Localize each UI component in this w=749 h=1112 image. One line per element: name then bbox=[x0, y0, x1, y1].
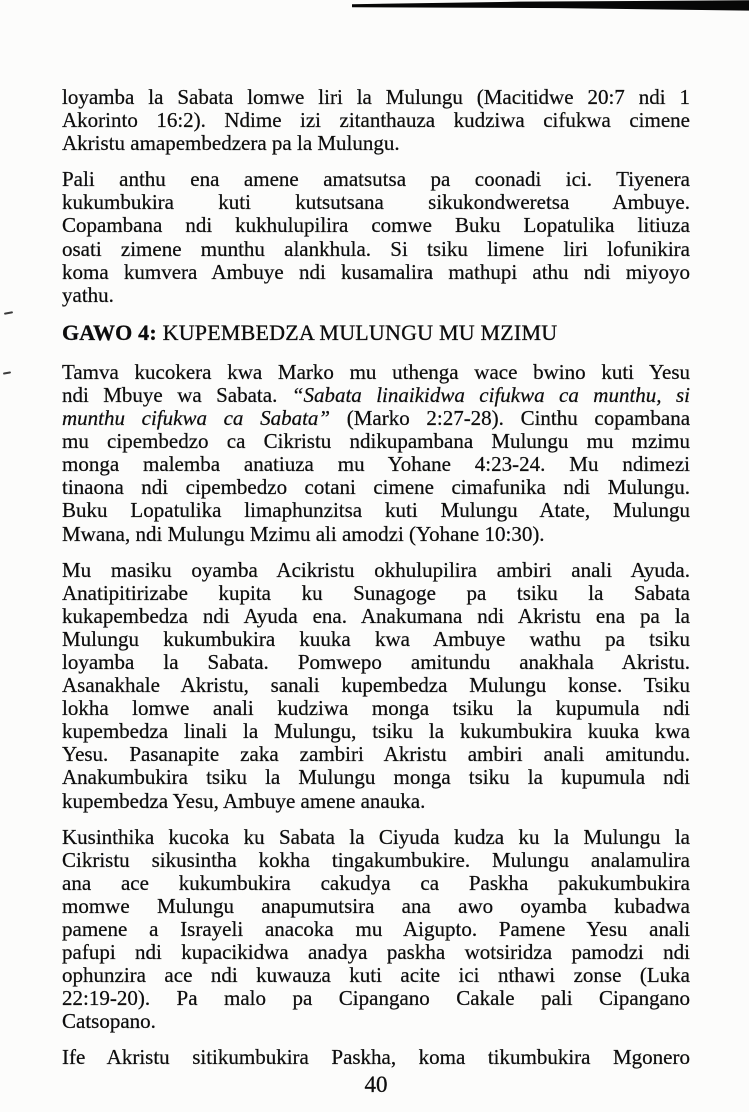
section-heading-label: GAWO 4: bbox=[62, 319, 157, 345]
text-segment: kupembedza Yesu, Ambuye amene anauka. bbox=[62, 788, 426, 813]
text-segment: loyamba la Sabata lomwe liri la Mulungu (Macitidwe 20:7 ndi 1 bbox=[62, 85, 690, 109]
text-line bbox=[62, 476, 690, 499]
text-line bbox=[62, 168, 690, 191]
text-line bbox=[62, 261, 690, 284]
text-segment: Yesu. Pasanapite zaka zambiri Akristu ambiri anali amitundu. bbox=[62, 742, 690, 767]
text-segment: Akristu amapembedzera pa la Mulungu. bbox=[62, 131, 400, 156]
text-segment: osati zimene munthu alankhula. Si tsiku limene liri lofunikira bbox=[62, 236, 690, 261]
text-segment: Anakumbukira tsiku la Mulungu monga tsiku la kupumula ndi bbox=[62, 765, 690, 790]
text-segment: Mulungu kukumbukira kuuka kwa Ambuye wathu pa tsiku bbox=[62, 626, 690, 651]
text-segment: Copambana ndi kukhulupilira comwe Buku Lopatulika litiuza bbox=[62, 213, 690, 238]
text-line bbox=[62, 941, 690, 964]
text-line bbox=[62, 214, 690, 237]
text-segment: kupembedza linali la Mulungu, tsiku la kukumbukira kuuka kwa bbox=[62, 719, 690, 744]
text-segment: Catsopano. bbox=[62, 1009, 156, 1034]
text-segment: Pali anthu ena amene amatsutsa pa coonadi ici. Tiyenera bbox=[62, 167, 690, 192]
text-line bbox=[62, 407, 690, 430]
paragraph bbox=[62, 1046, 690, 1069]
text-line bbox=[62, 651, 690, 674]
paragraph bbox=[62, 86, 690, 155]
text-segment: lokha lomwe anali kudziwa monga tsiku la kupumula ndi bbox=[62, 696, 690, 721]
paragraph bbox=[62, 361, 690, 546]
text-line bbox=[62, 720, 690, 743]
text-line bbox=[62, 743, 690, 766]
text-segment: momwe Mulungu anapumutsira ana awo oyamba kubadwa bbox=[62, 893, 690, 918]
text-line bbox=[62, 453, 690, 476]
text-segment: ndi Mbuye wa Sabata. bbox=[62, 382, 292, 407]
text-line bbox=[62, 523, 690, 546]
text-segment: Mwana, ndi Mulungu Mzimu ali amodzi (Yohane 10:30). bbox=[62, 521, 545, 546]
section-heading bbox=[62, 320, 690, 345]
text-segment: pamene a Israyeli anacoka mu Aigupto. Pamene Yesu anali bbox=[62, 917, 690, 941]
text-line bbox=[62, 238, 690, 261]
text-line bbox=[62, 430, 690, 453]
scripture-quote-segment: munthu cifukwa ca Sabata” bbox=[62, 406, 331, 431]
text-line bbox=[62, 987, 690, 1010]
text-line bbox=[62, 697, 690, 720]
text-line bbox=[62, 674, 690, 697]
text-line bbox=[62, 361, 690, 384]
text-line bbox=[62, 86, 690, 109]
text-block bbox=[62, 86, 690, 1083]
text-line bbox=[62, 628, 690, 651]
text-line bbox=[62, 559, 690, 582]
text-segment: Asanakhale Akristu, sanali kupembedza Mulungu konse. Tsiku bbox=[62, 673, 690, 698]
text-line bbox=[62, 284, 690, 307]
text-line bbox=[62, 582, 690, 605]
text-segment: loyamba la Sabata. Pomwepo amitundu anakhala Akristu. bbox=[62, 649, 690, 674]
text-line bbox=[62, 384, 690, 407]
scan-edge-artifact bbox=[352, 0, 749, 14]
text-line bbox=[62, 109, 690, 132]
text-segment: Anatipitirizabe kupita ku Sunagoge pa tsiku la Sabata bbox=[62, 580, 690, 605]
text-segment: Akorinto 16:2). Ndime izi zitanthauza kudziwa cifukwa cimene bbox=[62, 108, 690, 133]
text-segment: (Marko 2:27-28). Cinthu copambana bbox=[330, 406, 691, 431]
text-segment: kukapembedza ndi Ayuda ena. Anakumana ndi Akristu ena pa la bbox=[62, 603, 690, 628]
paragraph bbox=[62, 826, 690, 1034]
margin-mark bbox=[3, 371, 11, 374]
text-segment: Kusinthika kucoka ku Sabata la Ciyuda kudza ku la Mulungu la bbox=[62, 824, 690, 849]
text-line bbox=[62, 790, 690, 813]
text-segment: tinaona ndi cipembedzo cotani cimene cimafunika ndi Mulungu. bbox=[62, 475, 690, 500]
text-segment: kukumbukira kuti kutsutsana sikukondweretsa Ambuye. bbox=[62, 190, 690, 215]
text-line bbox=[62, 1046, 690, 1069]
text-segment: ana ace kukumbukira cakudya ca Paskha pakukumbukira bbox=[62, 870, 690, 895]
text-segment: monga malemba anatiuza mu Yohane 4:23-24. Mu ndimezi bbox=[62, 452, 690, 477]
paragraph bbox=[62, 168, 690, 307]
text-segment: mu cipembedzo ca Cikristu ndikupambana Mulungu mu mzimu bbox=[62, 429, 690, 454]
text-line bbox=[62, 895, 690, 918]
margin-mark bbox=[4, 311, 13, 315]
text-segment: Ife Akristu sitikumbukira Paskha, koma tikumbukira Mgonero bbox=[62, 1045, 690, 1070]
text-line bbox=[62, 849, 690, 872]
text-segment: yathu. bbox=[62, 282, 114, 307]
text-line bbox=[62, 605, 690, 628]
scripture-quote-segment: “Sabata linaikidwa cifukwa ca munthu, si bbox=[291, 382, 690, 407]
text-line bbox=[62, 918, 690, 941]
text-segment: 22:19-20). Pa malo pa Cipangano Cakale pali Cipangano bbox=[62, 986, 690, 1011]
text-segment: ophunzira ace ndi kuwauza kuti acite ici nthawi zonse (Luka bbox=[62, 963, 690, 988]
text-segment: Cikristu sikusintha kokha tingakumbukire. Mulungu analamulira bbox=[62, 847, 690, 872]
page-number: 40 bbox=[364, 1072, 388, 1097]
text-segment: koma kumvera Ambuye ndi kusamalira mathupi athu ndi miyoyo bbox=[62, 259, 690, 284]
text-segment: Buku Lopatulika limaphunzitsa kuti Mulungu Atate, Mulungu bbox=[62, 498, 690, 523]
text-line bbox=[62, 499, 690, 522]
section-heading-title: KUPEMBEDZA MULUNGU MU MZIMU bbox=[156, 319, 558, 345]
text-line bbox=[62, 766, 690, 789]
text-segment: pafupi ndi kupacikidwa anadya paskha wotsiridza pamodzi ndi bbox=[62, 940, 690, 965]
paragraph bbox=[62, 559, 690, 813]
text-line bbox=[62, 132, 690, 155]
text-line bbox=[62, 191, 690, 214]
text-segment: Mu masiku oyamba Acikristu okhulupilira ambiri anali Ayuda. bbox=[62, 557, 690, 582]
text-line bbox=[62, 872, 690, 895]
text-line bbox=[62, 1010, 690, 1033]
text-line bbox=[62, 826, 690, 849]
text-segment: Tamva kucokera kwa Marko mu uthenga wace bwino kuti Yesu bbox=[62, 359, 690, 384]
text-line bbox=[62, 964, 690, 987]
